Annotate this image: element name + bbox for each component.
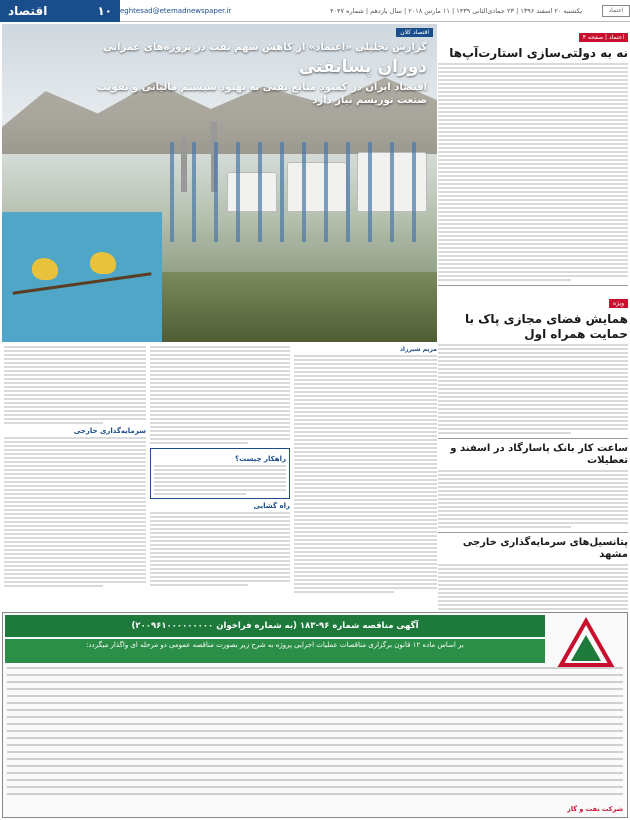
- right-column: [438, 24, 628, 614]
- ad-footer: شرکت نفت و گاز: [567, 805, 623, 813]
- story-headline[interactable]: ساعت کار بانک پاسارگاد در اسفند و تعطیلات: [450, 443, 628, 467]
- newspaper-logo: اعتماد: [602, 5, 630, 17]
- divider: [438, 532, 628, 533]
- subheading: راهکار چیست؟: [235, 455, 286, 463]
- canary-bird-icon: [32, 258, 58, 280]
- hero-photo: [2, 24, 437, 342]
- story-headline[interactable]: نه به دولتی‌سازی استارت‌آپ‌ها: [449, 46, 628, 60]
- article-body: [294, 355, 437, 593]
- story-body: [438, 63, 628, 281]
- mural-wall: [2, 212, 162, 342]
- section-title: اقتصاد: [8, 3, 48, 18]
- section-email[interactable]: eghtesad@etemadnewspaper.ir: [120, 6, 232, 15]
- article-column-right: [294, 346, 437, 593]
- page-number: ۱۰: [97, 3, 112, 18]
- ad-subheading: بر اساس ماده ۱۲ قانون برگزاری مناقصات عملیات اجرایی پروژه به شرح زیر بصورت مناقصه عمومی دو مرحله ای واگذار میگردد:: [5, 639, 545, 663]
- masthead: [0, 0, 630, 22]
- article-column-left: [4, 346, 146, 587]
- ad-body: [7, 667, 623, 813]
- story-body: [438, 470, 628, 528]
- hero-subtitle: اقتصاد ایران در کمبود منابع نفتی به بهبود سیستم مالیاتی و تقویت صنعت توریسم نیاز دارد: [97, 82, 427, 106]
- story-kicker: اعتماد | صفحه ۴: [579, 33, 628, 42]
- hero-headline[interactable]: دوران پسانفتی: [298, 57, 427, 77]
- tender-advertisement: [2, 612, 628, 818]
- company-logo-icon: [551, 617, 621, 673]
- story-headline[interactable]: پتانسیل‌های سرمایه‌گذاری خارجی مشهد: [462, 537, 628, 561]
- subheading: راه گشایی: [253, 502, 290, 510]
- hero-overline: گزارش تحلیلی «اعتماد» از کاهش سهم نفت در پروژه‌های عمرانی: [103, 42, 427, 53]
- story-startups: [438, 24, 628, 281]
- canary-bird-icon: [90, 252, 116, 274]
- story-body: [438, 344, 628, 434]
- subheading: سرمایه‌گذاری خارجی: [73, 427, 146, 435]
- hero-kicker: اقتصاد کلان: [396, 28, 433, 37]
- story-headline[interactable]: همایش فضای مجازی پاک با حمایت همراه اول: [464, 312, 628, 341]
- article-body: [150, 346, 290, 444]
- story-pasargad: [438, 443, 628, 528]
- story-mashhad: [438, 537, 628, 614]
- article-column-middle: [150, 346, 290, 586]
- hero-title-block: [97, 42, 427, 107]
- ad-headline: آگهی مناقصه شماره ۹۶-۱۸۳ (به شماره فراخوان ۲۰۰۹۶۱۰۰۰۰۰۰۰۰۰): [5, 615, 545, 637]
- solution-box: [150, 448, 290, 499]
- byline: مریم شیرزاد: [399, 346, 437, 353]
- story-hamrah-aval: [438, 290, 628, 434]
- story-kicker: ویژه: [609, 299, 628, 308]
- article-body: [4, 346, 146, 424]
- section-header: [0, 0, 120, 22]
- divider: [438, 438, 628, 439]
- date-line: یکشنبه ۲۰ اسفند ۱۳۹۶ | ۲۳ جمادی‌الثانی ۱۴۳۹ | ۱۱ مارس ۲۰۱۸ | سال یازدهم | شماره ۴۰۴۷: [330, 6, 582, 15]
- divider: [438, 285, 628, 286]
- story-body: [438, 564, 628, 614]
- refinery-pipes: [152, 142, 432, 242]
- grass-area: [162, 272, 437, 342]
